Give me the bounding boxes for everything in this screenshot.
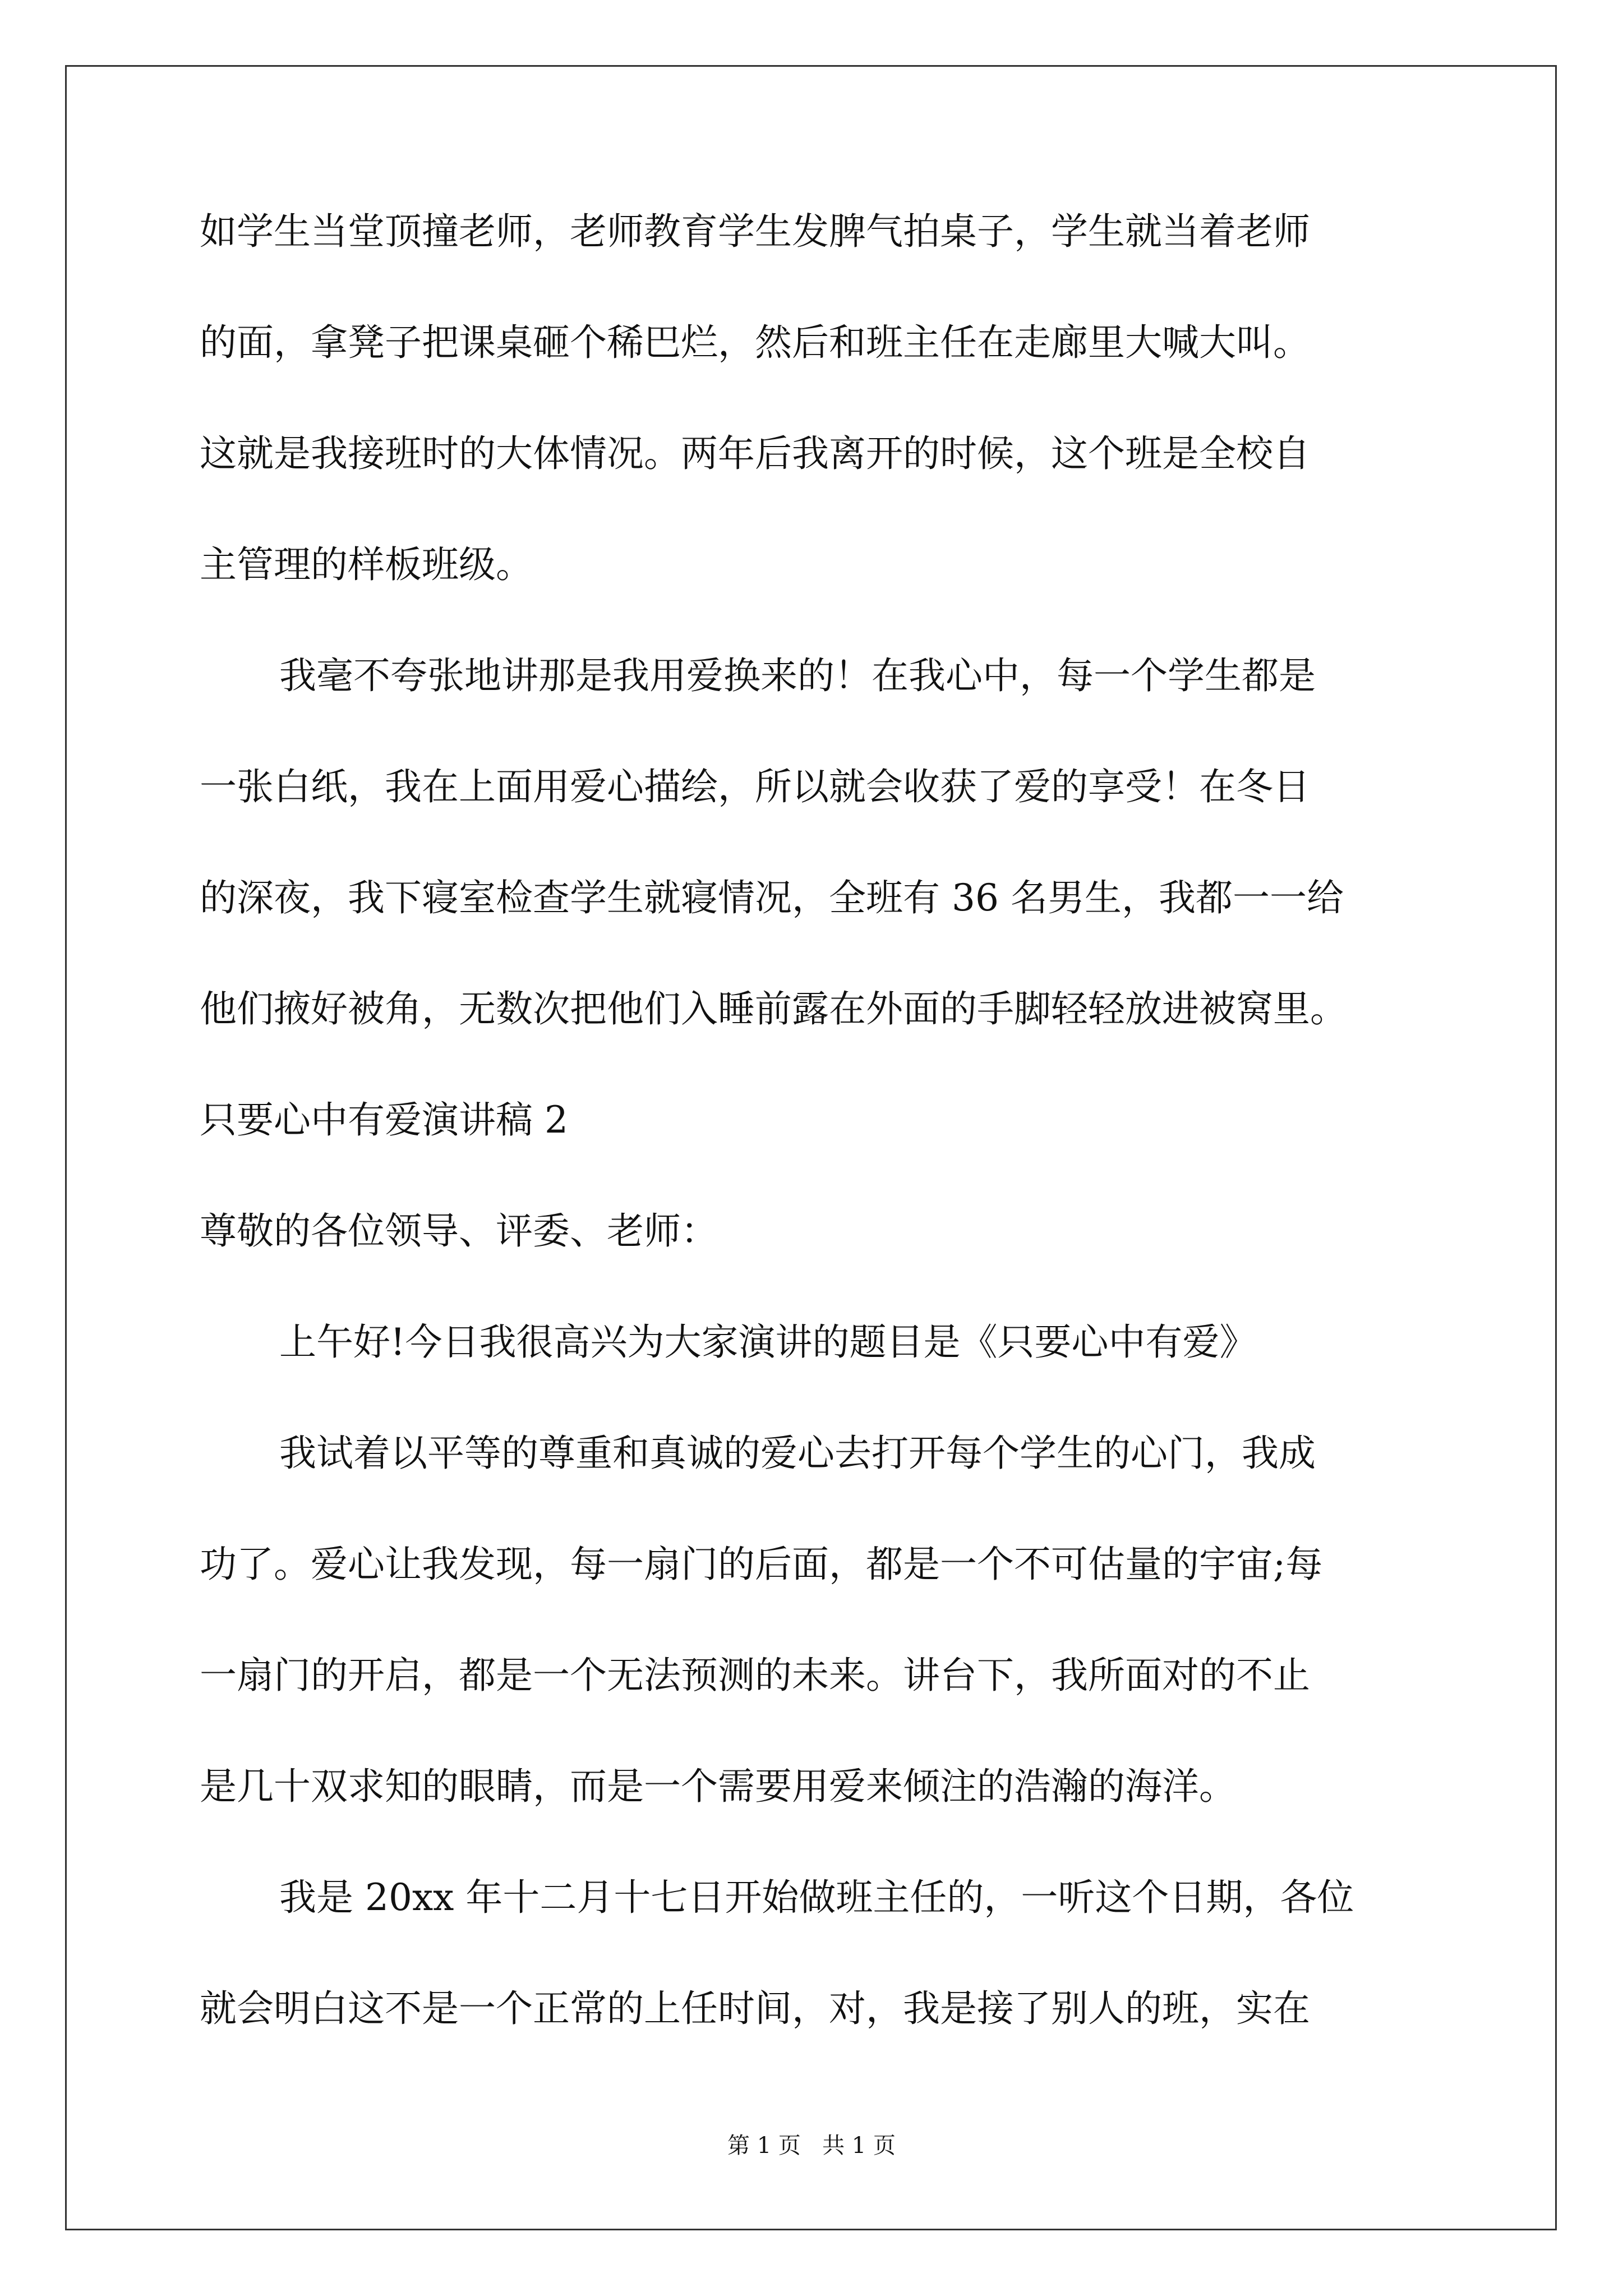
body-line-11: 上午好!今日我很高兴为大家演讲的题目是《只要心中有爱》 (279, 1320, 1257, 1364)
section-title: 只要心中有爱演讲稿 2 (200, 1098, 568, 1142)
body-line-16: 我是 20xx 年十二月十七日开始做班主任的，一听这个日期，各位 (279, 1876, 1354, 1919)
body-line-2: 的面，拿凳子把课桌砸个稀巴烂，然后和班主任在走廊里大喊大叫。 (200, 321, 1310, 364)
body-line-14: 一扇门的开启，都是一个无法预测的未来。讲台下，我所面对的不止 (200, 1654, 1310, 1697)
body-line-12: 我试着以平等的尊重和真诚的爱心去打开每个学生的心门，我成 (279, 1432, 1316, 1475)
body-line-7: 的深夜，我下寝室检查学生就寝情况，全班有 36 名男生，我都一一给 (200, 876, 1344, 919)
body-line-1: 如学生当堂顶撞老师，老师教育学生发脾气拍桌子，学生就当着老师 (200, 210, 1310, 253)
body-line-4: 主管理的样板班级。 (200, 543, 533, 586)
page-footer: 第 1 页 共 1 页 (727, 2133, 896, 2159)
body-line-17: 就会明白这不是一个正常的上任时间，对，我是接了别人的班，实在 (200, 1987, 1310, 2030)
body-line-5: 我毫不夸张地讲那是我用爱换来的！在我心中，每一个学生都是 (279, 654, 1316, 697)
body-line-6: 一张白纸，我在上面用爱心描绘，所以就会收获了爱的享受！在冬日 (200, 765, 1310, 808)
salutation: 尊敬的各位领导、评委、老师： (200, 1209, 718, 1253)
body-line-15: 是几十双求知的眼睛，而是一个需要用爱来倾注的浩瀚的海洋。 (200, 1765, 1236, 1808)
body-line-13: 功了。爱心让我发现，每一扇门的后面，都是一个不可估量的宇宙;每 (200, 1543, 1323, 1586)
body-line-3: 这就是我接班时的大体情况。两年后我离开的时候，这个班是全校自 (200, 432, 1310, 475)
body-line-8: 他们掖好被角，无数次把他们入睡前露在外面的手脚轻轻放进被窝里。 (200, 987, 1347, 1030)
